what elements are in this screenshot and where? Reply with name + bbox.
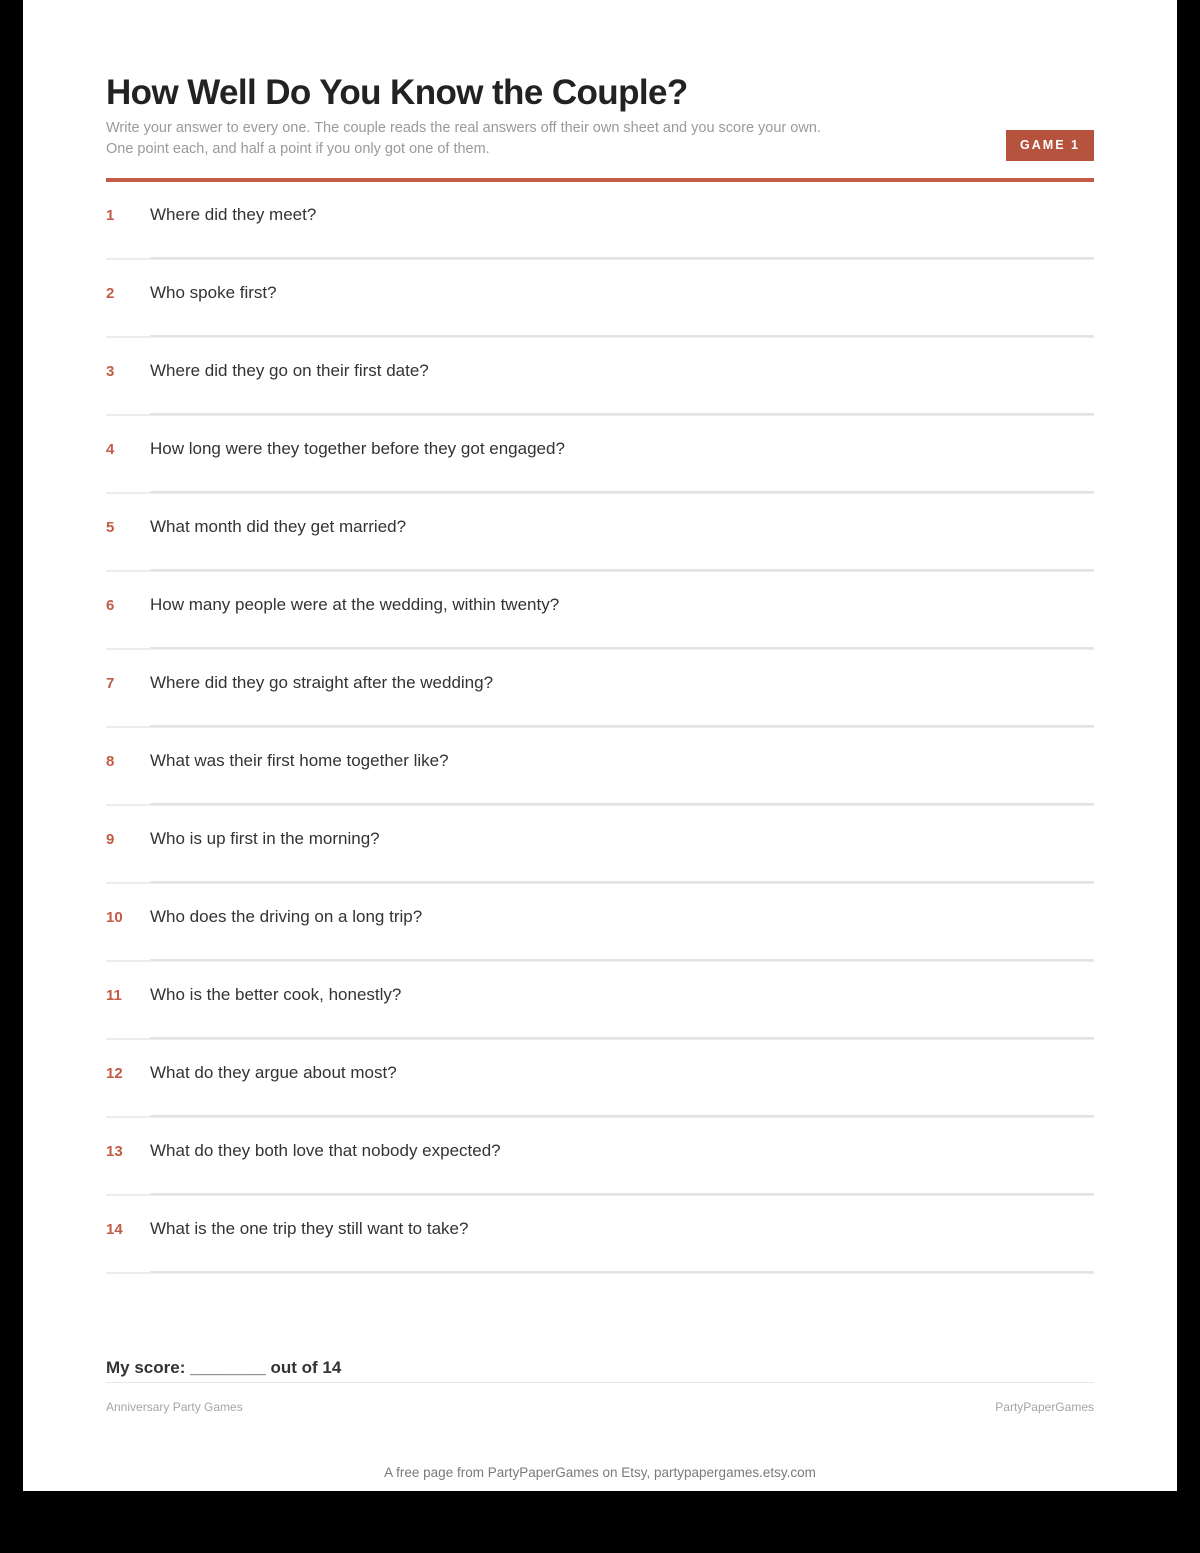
printable-page	[23, 0, 1177, 1491]
question-number: 12	[106, 1065, 123, 1082]
question-number: 9	[106, 831, 115, 848]
answer-line	[150, 725, 1094, 727]
question-number: 13	[106, 1143, 123, 1160]
question-text: Where did they go on their first date?	[150, 361, 429, 380]
footer-brand: PartyPaperGames	[995, 1400, 1094, 1414]
question-list	[106, 182, 1094, 1274]
question-text: Where did they go straight after the wedding?	[150, 673, 494, 692]
credit-line: A free page from PartyPaperGames on Etsy, partypapergames.etsy.com	[384, 1465, 816, 1480]
answer-line	[150, 569, 1094, 571]
question-text: How long were they together before they got engaged?	[150, 439, 565, 458]
answer-line	[150, 413, 1094, 415]
answer-line	[150, 881, 1094, 883]
question-row	[106, 962, 1094, 1040]
question-row	[106, 416, 1094, 494]
answer-line	[150, 1115, 1094, 1117]
footer-divider	[106, 1382, 1094, 1383]
question-text: Who does the driving on a long trip?	[150, 907, 423, 926]
answer-line	[150, 257, 1094, 259]
question-number: 7	[106, 675, 115, 692]
game-badge: GAME 1	[1006, 130, 1094, 161]
question-text: What do they argue about most?	[150, 1063, 397, 1082]
answer-line	[150, 1193, 1094, 1195]
question-row	[106, 572, 1094, 650]
question-number: 6	[106, 597, 115, 614]
question-text: What was their first home together like?	[150, 751, 449, 770]
answer-line	[150, 1037, 1094, 1039]
question-number: 8	[106, 753, 115, 770]
question-number: 3	[106, 363, 115, 380]
question-number: 11	[106, 987, 122, 1004]
question-text: Who spoke first?	[150, 283, 277, 302]
question-row	[106, 1196, 1094, 1274]
question-number: 10	[106, 909, 123, 926]
question-number: 14	[106, 1221, 123, 1238]
question-row	[106, 1040, 1094, 1118]
question-text: What do they both love that nobody expected?	[150, 1141, 501, 1160]
question-text: Where did they meet?	[150, 205, 317, 224]
answer-line	[150, 959, 1094, 961]
question-text: What month did they get married?	[150, 517, 407, 536]
question-row	[106, 1118, 1094, 1196]
question-row	[106, 182, 1094, 260]
question-text: Who is the better cook, honestly?	[150, 985, 402, 1004]
question-number: 5	[106, 519, 115, 536]
question-row	[106, 650, 1094, 728]
intro-text: Write your answer to every one. The couple reads the real answers off their own sheet and you score your own. One point each, and half a point if you only got one of them.	[106, 120, 821, 157]
question-number: 1	[106, 207, 115, 224]
question-text: How many people were at the wedding, within twenty?	[150, 595, 560, 614]
answer-line	[150, 1271, 1094, 1273]
answer-line	[150, 491, 1094, 493]
question-row	[106, 884, 1094, 962]
footer-series-name: Anniversary Party Games	[106, 1400, 243, 1414]
question-number: 2	[106, 285, 115, 302]
answer-line	[150, 803, 1094, 805]
answer-line	[150, 335, 1094, 337]
score-line: My score: ________ out of 14	[106, 1358, 342, 1377]
question-text: What is the one trip they still want to take?	[150, 1219, 469, 1238]
question-row	[106, 728, 1094, 806]
page-title: How Well Do You Know the Couple?	[106, 73, 688, 112]
question-row	[106, 494, 1094, 572]
answer-line	[150, 647, 1094, 649]
question-row	[106, 260, 1094, 338]
question-row	[106, 806, 1094, 884]
question-number: 4	[106, 441, 115, 458]
question-text: Who is up first in the morning?	[150, 829, 380, 848]
question-row	[106, 338, 1094, 416]
